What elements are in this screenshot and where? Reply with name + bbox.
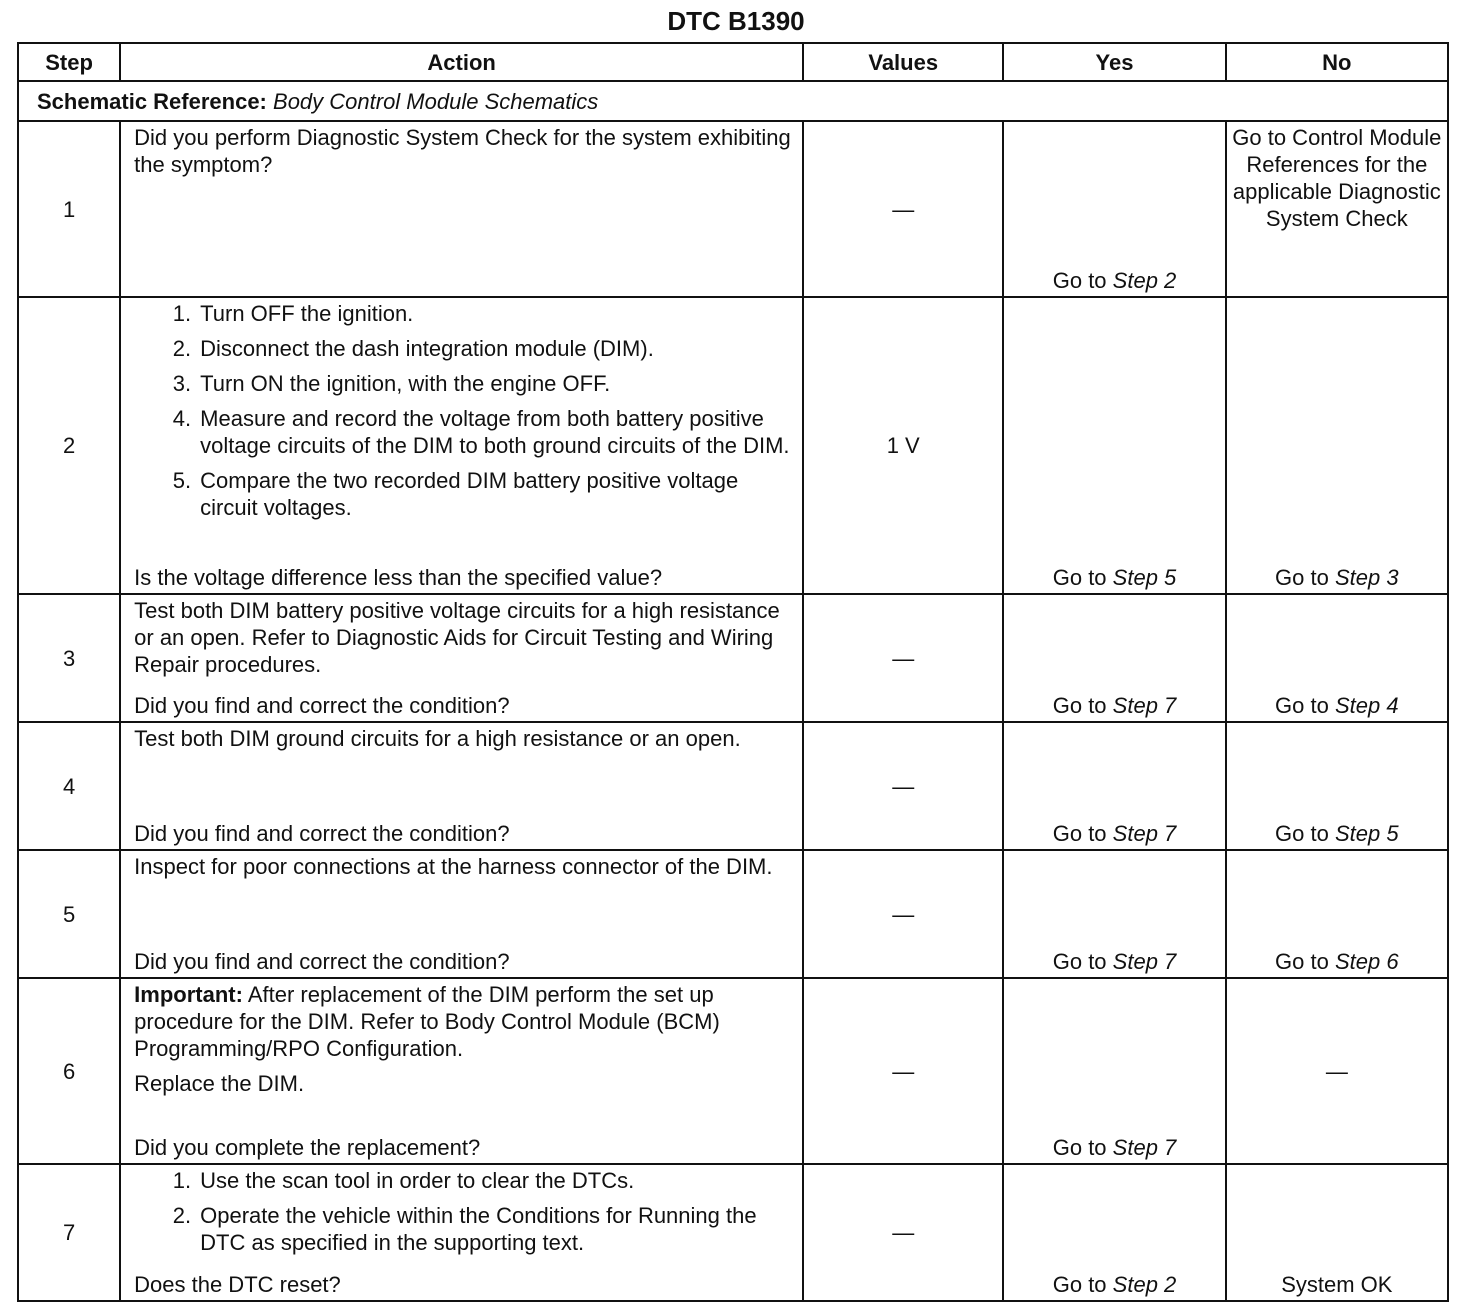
yes-step-link[interactable]: Step 2 (1112, 268, 1177, 293)
no-cell: — (1226, 978, 1448, 1164)
go-to-label: Go to (1275, 693, 1329, 718)
table-row (18, 297, 1448, 594)
header-row (18, 43, 1448, 81)
header-action: Action (120, 43, 803, 81)
action-cell (120, 722, 803, 850)
list-item: 2. Operate the vehicle within the Conditions for Running the DTC as specified in the supporting text. (172, 1203, 757, 1255)
instruction-list (134, 1167, 794, 1264)
step-number: 2 (18, 297, 120, 594)
action-text: Inspect for poor connections at the harness connector of the DIM. (134, 854, 773, 879)
yes-step-link[interactable]: Step 5 (1112, 565, 1177, 590)
important-label: Important: (134, 982, 243, 1007)
list-item: 1. Use the scan tool in order to clear the DTCs. (172, 1168, 635, 1193)
question-text: Does the DTC reset? (134, 1272, 341, 1297)
go-to-label: Go to (1052, 1272, 1107, 1297)
question-text: Did you find and correct the condition? (134, 949, 510, 974)
table-row (18, 722, 1448, 850)
list-item: 4. Measure and record the voltage from both battery positive voltage circuits of the DIM to both ground circuits of the DIM. (172, 406, 790, 458)
step-number: 3 (18, 594, 120, 722)
go-to-label: Go to (1052, 1135, 1107, 1160)
no-cell (1226, 722, 1448, 850)
list-item: 2. Disconnect the dash integration module (DIM). (172, 336, 654, 361)
go-to-label: Go to (1052, 949, 1107, 974)
no-cell: Go to Control Module References for the applicable Diagnostic System Check (1226, 121, 1448, 297)
schematic-reference (18, 81, 1448, 121)
value-cell: — (803, 121, 1003, 297)
question-text: Did you find and correct the condition? (134, 693, 510, 718)
action-cell (120, 850, 803, 978)
yes-step-link[interactable]: Step 7 (1112, 693, 1177, 718)
action-cell (120, 1164, 803, 1301)
yes-step-link[interactable]: Step 2 (1112, 1272, 1177, 1297)
question-text: Is the voltage difference less than the specified value? (134, 565, 663, 590)
go-to-label: Go to (1052, 565, 1107, 590)
step-number: 7 (18, 1164, 120, 1301)
list-item: 1. Turn OFF the ignition. (172, 301, 414, 326)
important-text: After replacement of the DIM perform the set up procedure for the DIM. Refer to Body Control Module (BCM) Programming/RPO Configuration. (134, 982, 720, 1061)
action-cell (120, 121, 803, 297)
action-text: Test both DIM battery positive voltage circuits for a high resistance or an open. Refer to Diagnostic Aids for Circuit Testing and Wiring Repair procedures. (134, 598, 780, 677)
yes-step-link[interactable]: Step 7 (1112, 821, 1177, 846)
action-text: Replace the DIM. (134, 1071, 305, 1096)
yes-cell (1003, 722, 1225, 850)
value-cell: — (803, 722, 1003, 850)
no-cell: System OK (1226, 1164, 1448, 1301)
no-step-link[interactable]: Step 6 (1334, 949, 1399, 974)
diagnostic-table (17, 42, 1449, 1302)
header-values: Values (803, 43, 1003, 81)
table-row (18, 978, 1448, 1164)
document-title: DTC B1390 (667, 6, 805, 36)
step-number: 4 (18, 722, 120, 850)
schematic-row (18, 81, 1448, 121)
go-to-label: Go to (1052, 268, 1107, 293)
go-to-label: Go to (1275, 949, 1329, 974)
header-step: Step (18, 43, 120, 81)
step-number: 6 (18, 978, 120, 1164)
no-step-link[interactable]: Step 3 (1334, 565, 1399, 590)
go-to-label: Go to (1275, 821, 1329, 846)
yes-cell (1003, 978, 1225, 1164)
instruction-list (134, 300, 794, 529)
yes-step-link[interactable]: Step 7 (1112, 949, 1177, 974)
no-step-link[interactable]: Step 5 (1334, 821, 1399, 846)
yes-cell (1003, 121, 1225, 297)
no-step-link[interactable]: Step 4 (1334, 693, 1399, 718)
value-cell: — (803, 1164, 1003, 1301)
action-text: Test both DIM ground circuits for a high resistance or an open. (134, 726, 741, 751)
important-note (134, 981, 794, 1062)
step-number: 1 (18, 121, 120, 297)
value-cell: — (803, 850, 1003, 978)
action-text: Did you perform Diagnostic System Check for the system exhibiting the symptom? (134, 125, 791, 177)
go-to-label: Go to (1052, 821, 1107, 846)
action-cell (120, 978, 803, 1164)
yes-cell (1003, 297, 1225, 594)
list-item: 3. Turn ON the ignition, with the engine OFF. (172, 371, 611, 396)
list-item: 5. Compare the two recorded DIM battery positive voltage circuit voltages. (172, 468, 739, 520)
value-cell: — (803, 978, 1003, 1164)
table-row (18, 594, 1448, 722)
go-to-label: Go to (1052, 693, 1107, 718)
question-text: Did you find and correct the condition? (134, 821, 510, 846)
step-number: 5 (18, 850, 120, 978)
table-row (18, 850, 1448, 978)
value-cell: 1 V (803, 297, 1003, 594)
yes-cell (1003, 850, 1225, 978)
table-row (18, 121, 1448, 297)
question-text: Did you complete the replacement? (134, 1135, 481, 1160)
table-row (18, 1164, 1448, 1301)
schematic-label: Schematic Reference: (37, 88, 267, 114)
schematic-value: Body Control Module Schematics (273, 88, 599, 114)
header-no: No (1226, 43, 1448, 81)
no-cell (1226, 850, 1448, 978)
yes-cell (1003, 1164, 1225, 1301)
yes-step-link[interactable]: Step 7 (1112, 1135, 1177, 1160)
go-to-label: Go to (1275, 565, 1329, 590)
no-cell (1226, 297, 1448, 594)
header-yes: Yes (1003, 43, 1225, 81)
action-cell (120, 297, 803, 594)
yes-cell (1003, 594, 1225, 722)
action-cell (120, 594, 803, 722)
no-cell (1226, 594, 1448, 722)
value-cell: — (803, 594, 1003, 722)
